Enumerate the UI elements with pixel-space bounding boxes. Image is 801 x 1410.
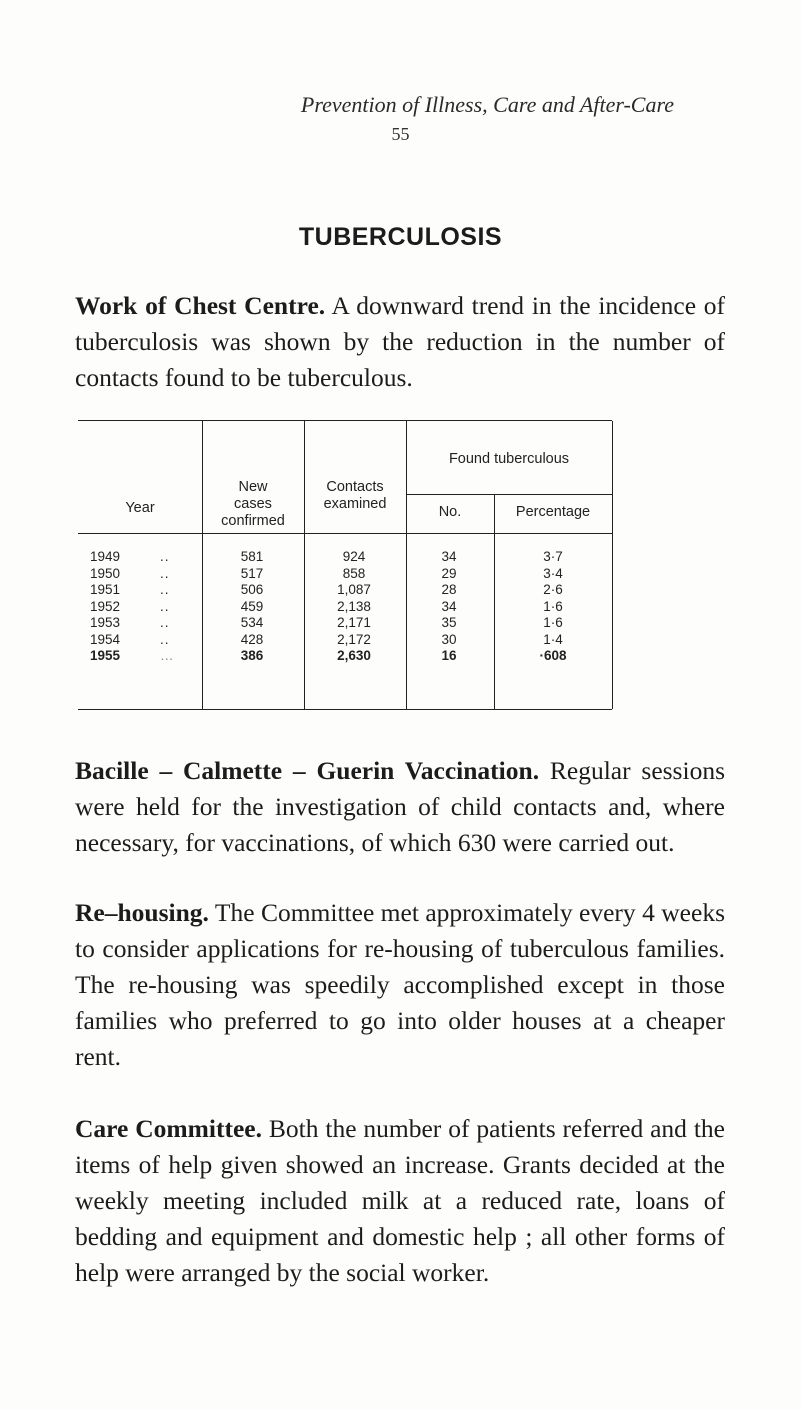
cell-no: 28 <box>441 582 457 597</box>
header-new-cases: New cases confirmed <box>221 479 285 529</box>
paragraph-bcg-vaccination <box>75 753 725 861</box>
cell-new-cases: 581 <box>240 549 264 564</box>
cell-new-cases: 534 <box>240 615 264 630</box>
cell-percentage: 3·4 <box>543 565 563 581</box>
cell-new-cases: 517 <box>240 565 264 581</box>
cell-year: 1951 <box>90 582 121 597</box>
paragraph-care-committee <box>75 1111 725 1291</box>
paragraph-text: Regular sessions were held for the investigation of child contacts and, where necessary, for vaccinations, of which 630 were carried out. <box>75 756 725 857</box>
paragraph-text: A downward trend in the incidence of tuberculosis was shown by the reduction in the number of contacts found to be tuberculous. <box>75 291 726 392</box>
cell-contacts: 1,087 <box>337 582 371 597</box>
cell-year: 1950 <box>90 565 121 581</box>
paragraph-re-housing <box>75 895 725 1075</box>
cell-contacts: 858 <box>342 565 366 581</box>
cell-leader: … <box>160 648 175 663</box>
cell-percentage: 1·6 <box>543 615 563 630</box>
cell-percentage: 2·6 <box>543 582 563 597</box>
paragraph-heading: Re–housing. <box>75 898 209 927</box>
running-head: Prevention of Illness, Care and After-Care <box>300 92 674 117</box>
header-percentage: Percentage <box>515 504 591 520</box>
cell-leader: .. <box>160 565 170 581</box>
cell-year: 1953 <box>90 615 121 630</box>
cell-percentage: ·608 <box>539 648 567 663</box>
table-body <box>78 549 612 665</box>
table-row <box>78 566 612 583</box>
cell-leader: .. <box>160 615 170 630</box>
cell-percentage: 1·4 <box>543 631 563 647</box>
paragraph-chest-centre <box>75 288 725 396</box>
cell-new-cases: 459 <box>240 598 264 614</box>
table-row <box>78 582 612 599</box>
cell-year: 1952 <box>90 598 121 614</box>
cell-percentage: 1·6 <box>543 598 563 614</box>
header-no: No. <box>438 504 462 520</box>
cell-no: 16 <box>441 648 457 663</box>
cell-no: 30 <box>441 631 457 647</box>
paragraph-heading: Bacille – Calmette – Guerin Vaccination. <box>75 756 540 785</box>
cell-leader: .. <box>160 631 170 647</box>
page-number: 55 <box>391 124 410 144</box>
table-row <box>78 599 612 616</box>
cell-contacts: 2,630 <box>337 648 371 663</box>
paragraph-text: Both the number of patients referred and the items of help given showed an increase. Grants decided at the weekly meeting included milk at a reduced rate, loans of bedding and equipment and domestic help ; all other forms of help were arranged by the social worker. <box>75 1114 725 1287</box>
table-row <box>78 632 612 649</box>
cell-year: 1949 <box>90 549 121 564</box>
cell-no: 35 <box>441 615 457 630</box>
cell-new-cases: 386 <box>240 648 264 663</box>
cell-no: 29 <box>441 565 457 581</box>
cell-leader: .. <box>160 549 170 564</box>
section-title: TUBERCULOSIS <box>298 223 503 251</box>
cell-contacts: 2,172 <box>337 631 371 647</box>
cell-year: 1955 <box>90 648 121 663</box>
cell-year: 1954 <box>90 631 121 647</box>
paragraph-heading: Care Committee. <box>75 1114 262 1143</box>
cell-new-cases: 428 <box>240 631 264 647</box>
cell-contacts: 2,171 <box>337 615 371 630</box>
cell-no: 34 <box>441 598 457 614</box>
paragraph-text: The Committee met approximately every 4 weeks to consider applications for re-housing of tuberculous families. The re-housing was speedily accomplished except in those families who preferred to go into older houses at a cheaper rent. <box>75 898 725 1071</box>
table-row <box>78 615 612 632</box>
table-row <box>78 648 612 665</box>
cell-percentage: 3·7 <box>543 549 563 564</box>
cell-leader: .. <box>160 598 170 614</box>
tuberculosis-table <box>78 420 612 710</box>
header-contacts: Contacts examined <box>323 479 387 512</box>
table-row <box>78 549 612 566</box>
cell-no: 34 <box>441 549 457 564</box>
cell-new-cases: 506 <box>240 582 264 597</box>
cell-leader: .. <box>160 582 170 597</box>
header-found-tuberculous: Found tuberculous <box>448 451 570 467</box>
paragraph-heading: Work of Chest Centre. <box>75 291 326 320</box>
cell-contacts: 924 <box>342 549 366 564</box>
cell-contacts: 2,138 <box>337 598 371 614</box>
header-year: Year <box>125 500 155 516</box>
